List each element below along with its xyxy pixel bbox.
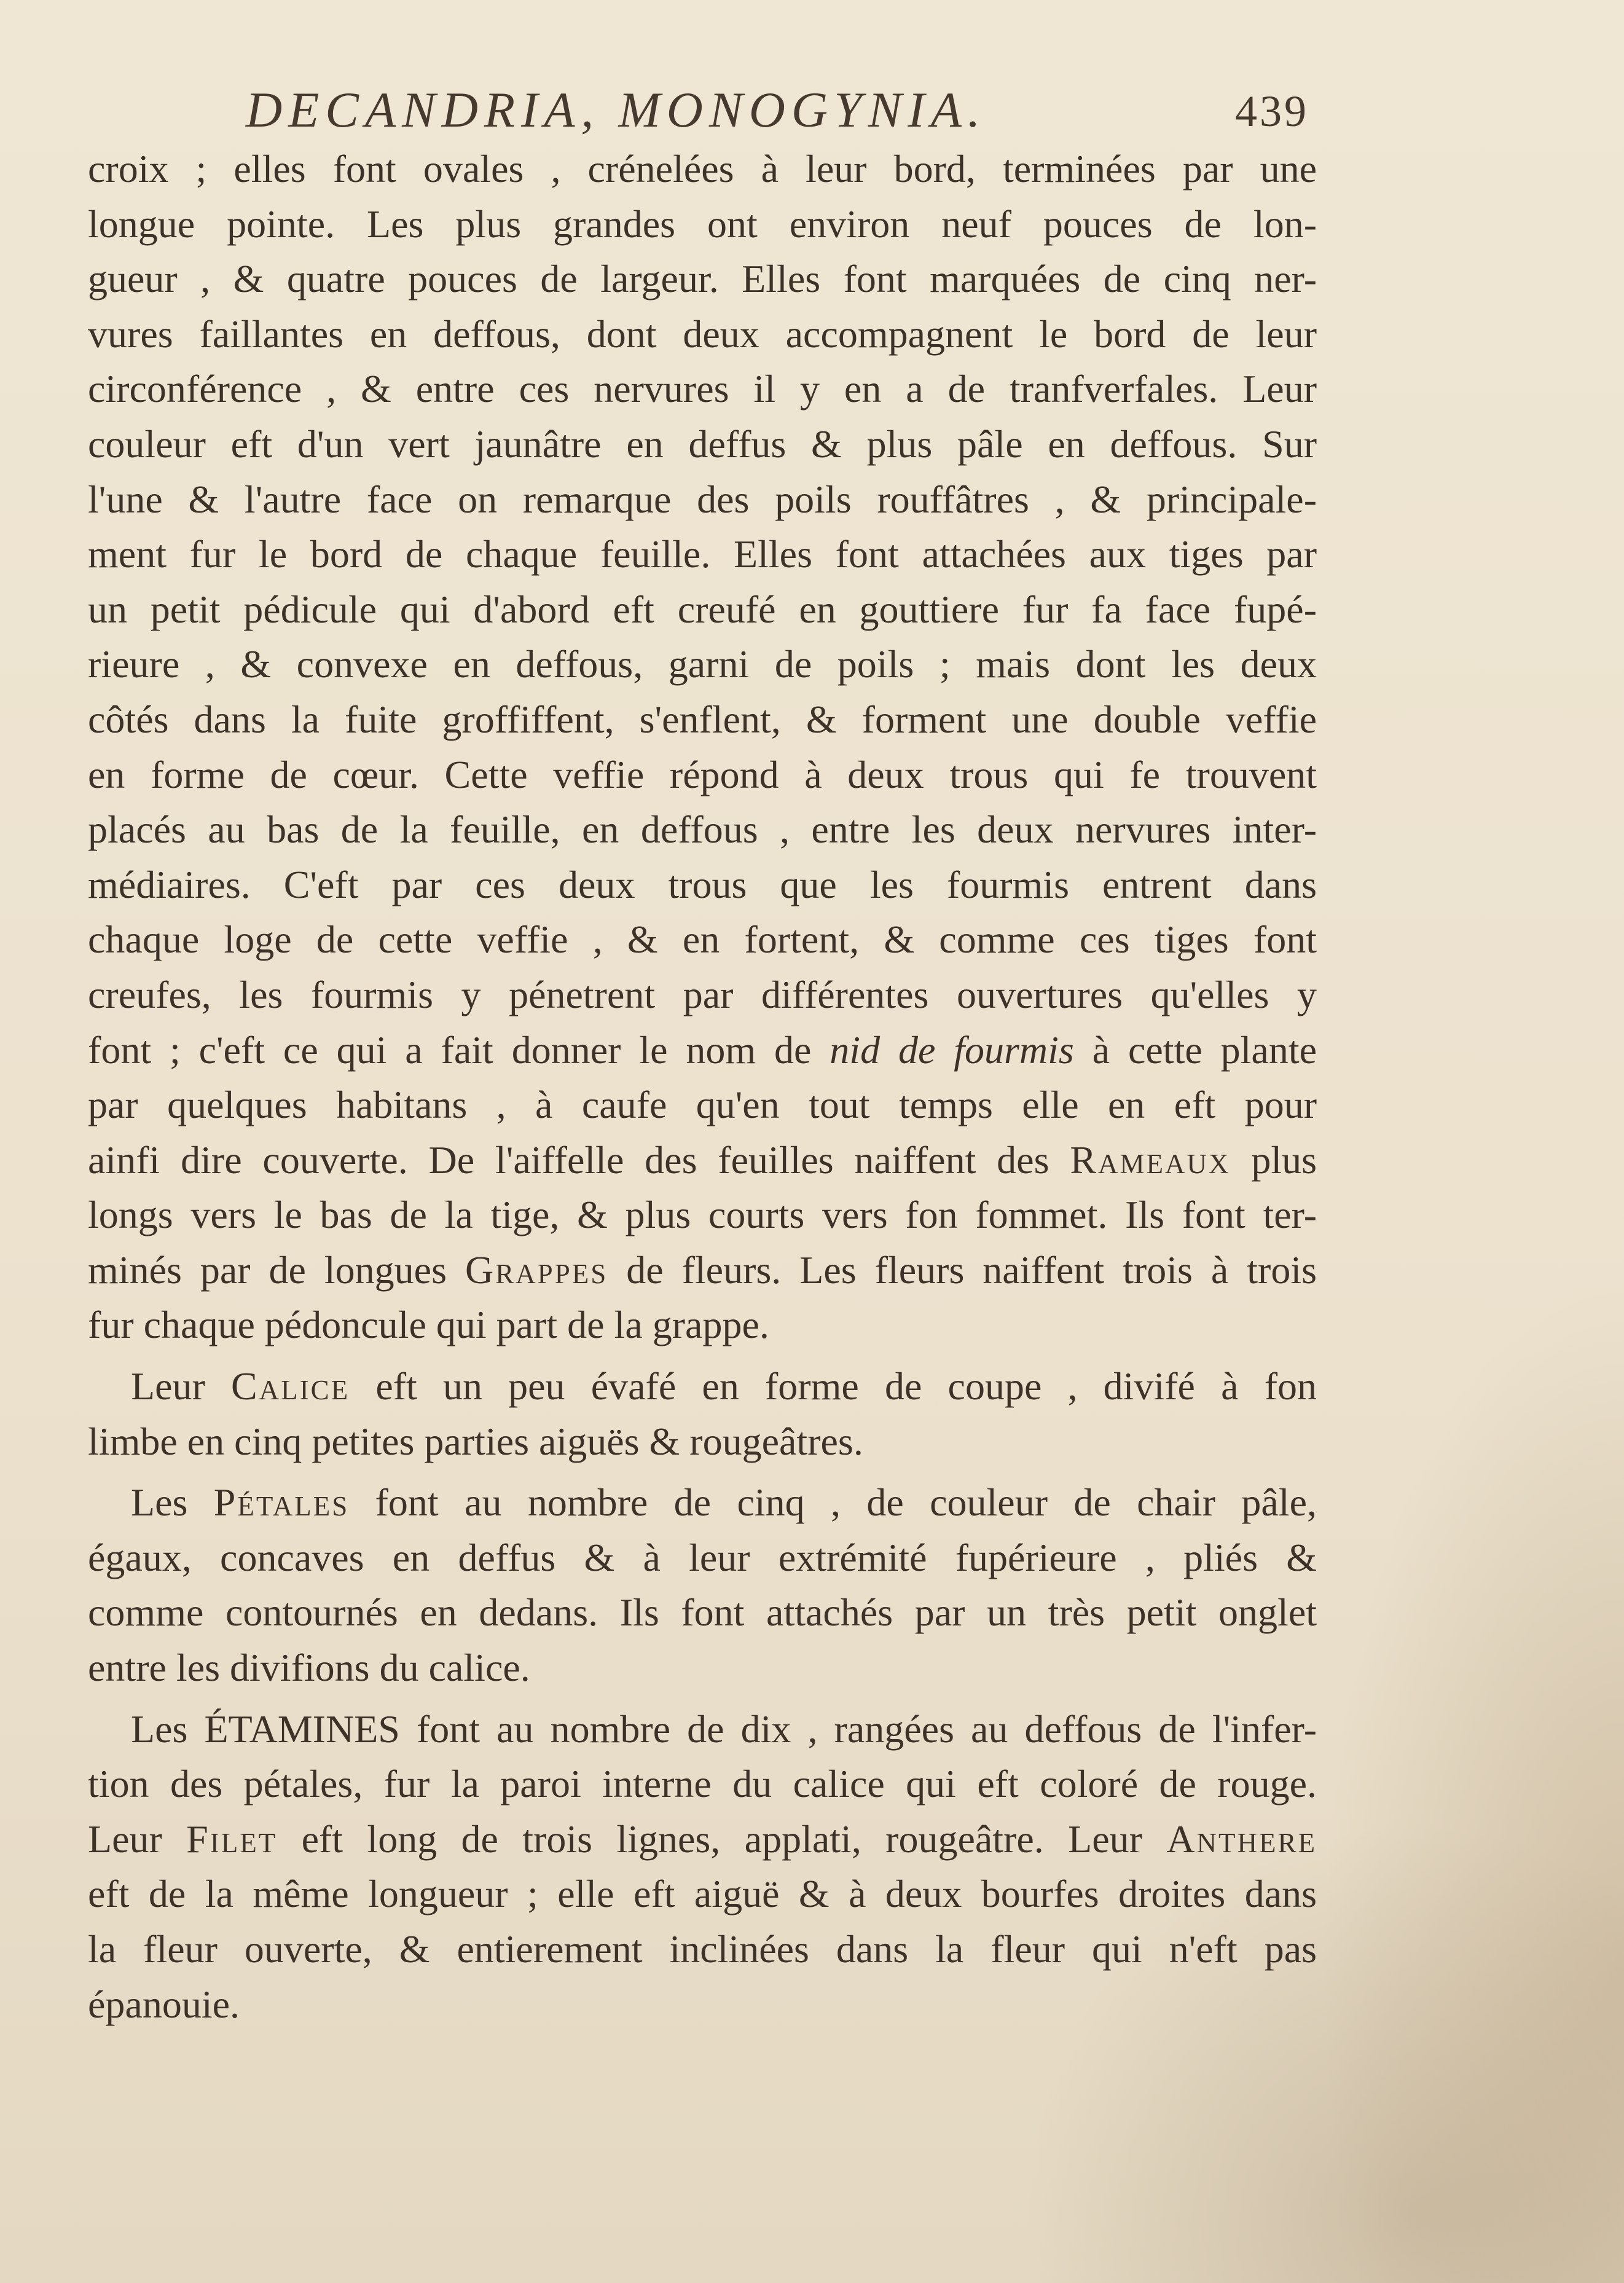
text-line: chaque loge de cette veffie , & en fortent, & comme ces tiges font [88, 918, 1317, 962]
text-line: limbe en cinq petites parties aiguës & rougeâtres. [88, 1419, 863, 1463]
text-line: croix ; elles font ovales , crénelées à leur bord, terminées par une [88, 147, 1317, 191]
text-line: par quelques habitans , à caufe qu'en tout temps elle en eft pour [88, 1083, 1317, 1127]
text-line: côtés dans la fuite groffiffent, s'enflent, & forment une double veffie [88, 697, 1317, 741]
paragraph [88, 1475, 1317, 1695]
text-line: longs vers le bas de la tige, & plus courts vers fon fommet. Ils font ter- [88, 1193, 1317, 1237]
text-line: vures faillantes en deffous, dont deux accompagnent le bord de leur [88, 312, 1317, 356]
paragraph [88, 1359, 1317, 1469]
page-number: 439 [1235, 87, 1309, 136]
text-line: placés au bas de la feuille, en deffous , entre les deux nervures inter- [88, 807, 1317, 852]
body-text [88, 141, 1317, 2032]
text-line: font ; c'eft ce qui a fait donner le nom de nid de fourmis à cette plante [88, 1028, 1317, 1072]
text-line: longue pointe. Les plus grandes ont environ neuf pouces de lon- [88, 202, 1317, 246]
text-line: comme contournés en dedans. Ils font attachés par un très petit onglet [88, 1590, 1317, 1635]
running-title: DECANDRIA, MONOGYNIA. [246, 82, 987, 138]
text-line: rieure , & convexe en deffous, garni de poils ; mais dont les deux [88, 642, 1317, 686]
text-line: Les Pétales font au nombre de cinq , de couleur de chair pâle, [131, 1480, 1317, 1525]
text-line: eft de la même longueur ; elle eft aiguë & à deux bourfes droites dans [88, 1872, 1317, 1916]
text-line: creufes, les fourmis y pénetrent par différentes ouvertures qu'elles y [88, 972, 1317, 1016]
text-line: médiaires. C'eft par ces deux trous que les fourmis entrent dans [88, 862, 1317, 906]
text-line: épanouie. [88, 1982, 240, 2026]
text-line: circonférence , & entre ces nervures il y en a de tranfverfales. Leur [88, 367, 1317, 411]
text-line: couleur eft d'un vert jaunâtre en deffus & plus pâle en deffous. Sur [88, 422, 1317, 466]
text-line: ainfi dire couverte. De l'aiffelle des feuilles naiffent des Rameaux plus [88, 1138, 1317, 1182]
text-line: tion des pétales, fur la paroi interne du calice qui eft coloré de rouge. [88, 1762, 1317, 1806]
text-line: l'une & l'autre face on remarque des poils rouffâtres , & principale- [88, 477, 1317, 521]
text-line: en forme de cœur. Cette veffie répond à deux trous qui fe trouvent [88, 752, 1317, 796]
text-line: Leur Calice eft un peu évafé en forme de coupe , divifé à fon [131, 1364, 1317, 1409]
paragraph [88, 1702, 1317, 2032]
text-line: égaux, concaves en deffus & à leur extrémité fupérieure , pliés & [88, 1535, 1317, 1579]
text-line: Les ÉTAMINES font au nombre de dix , rangées au deffous de l'infer- [131, 1707, 1317, 1751]
paragraph [88, 141, 1317, 1353]
text-line: un petit pédicule qui d'abord eft creufé en gouttiere fur fa face fupé- [88, 587, 1317, 631]
text-line: ment fur le bord de chaque feuille. Elles font attachées aux tiges par [88, 532, 1317, 576]
text-line: gueur , & quatre pouces de largeur. Elles font marquées de cinq ner- [88, 257, 1317, 301]
text-line: entre les divifions du calice. [88, 1646, 530, 1690]
text-line: Leur Filet eft long de trois lignes, applati, rougeâtre. Leur Anthere [88, 1817, 1317, 1861]
text-line: fur chaque pédoncule qui part de la grappe. [88, 1303, 769, 1347]
text-line: la fleur ouverte, & entierement inclinées dans la fleur qui n'eft pas [88, 1927, 1317, 1971]
text-line: minés par de longues Grappes de fleurs. Les fleurs naiffent trois à trois [88, 1248, 1317, 1292]
